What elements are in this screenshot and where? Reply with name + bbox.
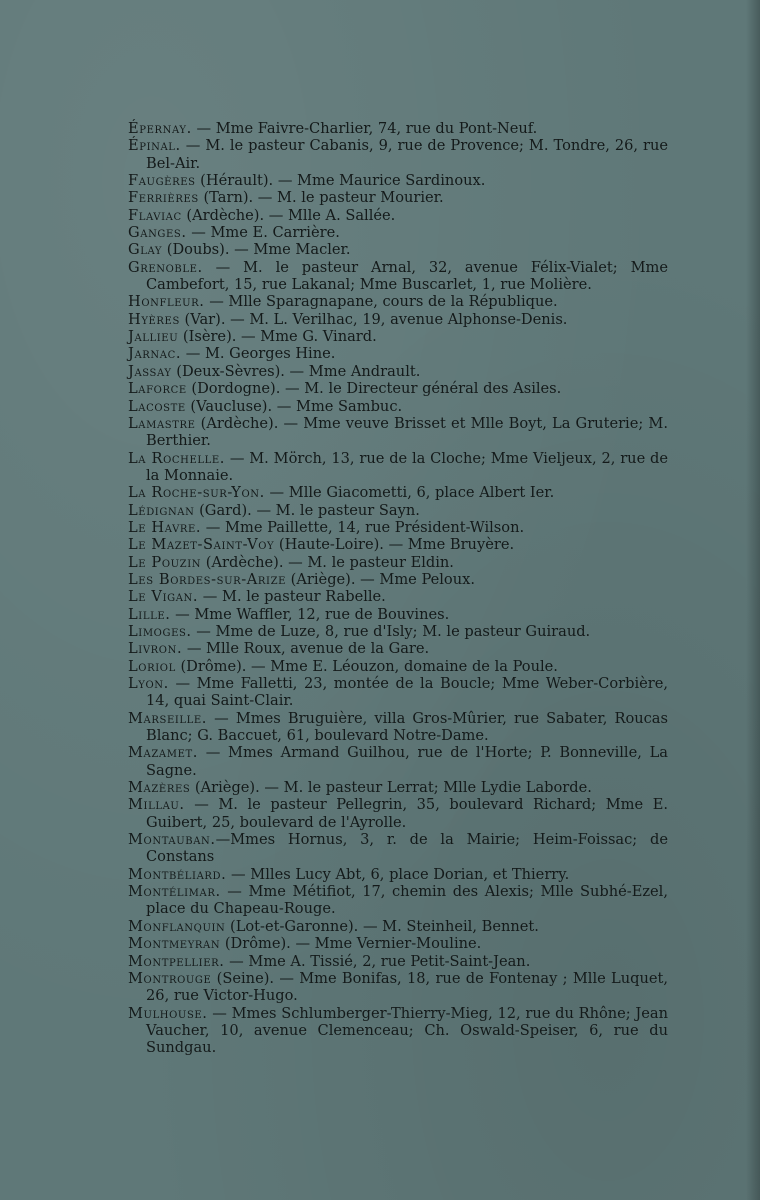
list-item bbox=[128, 935, 668, 952]
place-name: Le Vigan. bbox=[128, 588, 199, 606]
entry-details: (Hérault). — Mme Maurice Sardinoux. bbox=[195, 172, 486, 190]
list-item bbox=[128, 259, 668, 294]
entry-details: — Mme Métifiot, 17, chemin des Alexis; Mlle Subhé-Ezel, place du Chapeau-Rouge. bbox=[146, 883, 668, 918]
entry-details: — Mme Falletti, 23, montée de la Boucle; Mme Weber-Corbière, 14, quai Saint-Clair. bbox=[146, 675, 668, 710]
list-item bbox=[128, 571, 668, 588]
list-item bbox=[128, 189, 668, 206]
entry-details: — M. le pasteur Rabelle. bbox=[198, 588, 386, 606]
place-name: Montbéliard. bbox=[128, 865, 227, 883]
list-item bbox=[128, 658, 668, 675]
list-item bbox=[128, 744, 668, 779]
list-item bbox=[128, 883, 668, 918]
entry-details: — Mlle Giacometti, 6, place Albert Ier. bbox=[264, 484, 555, 502]
place-name: Mazères bbox=[128, 779, 191, 797]
list-item bbox=[128, 398, 668, 415]
entry-details: — Mme E. Carrière. bbox=[186, 224, 340, 242]
list-item bbox=[128, 207, 668, 224]
place-name: Lédignan bbox=[128, 501, 195, 519]
entry-details: (Haute-Loire). — Mme Bruyère. bbox=[274, 536, 515, 554]
entry-details: (Dordogne). — M. le Directeur général des Asiles. bbox=[186, 380, 562, 398]
place-name: Livron. bbox=[128, 640, 183, 658]
list-item bbox=[128, 779, 668, 796]
entry-details: (Seine). — Mme Bonifas, 18, rue de Fontenay ; Mlle Luquet, 26, rue Victor-Hugo. bbox=[146, 969, 668, 1005]
place-name: Lille. bbox=[128, 605, 171, 623]
entry-details: — Mmes Schlumberger-Thierry-Mieg, 12, rue du Rhône; Jean Vaucher, 10, avenue Clemenceau; Ch. Oswald-Speiser, 6, rue du Sundgau. bbox=[146, 1004, 668, 1057]
place-name: Jassay bbox=[128, 362, 172, 380]
list-item bbox=[128, 137, 668, 172]
place-name: Flaviac bbox=[128, 206, 182, 224]
entry-details: (Drôme). — Mme E. Léouzon, domaine de la Poule. bbox=[175, 657, 558, 675]
list-item bbox=[128, 554, 668, 571]
place-name: Ganges. bbox=[128, 224, 187, 242]
list-item bbox=[128, 1005, 668, 1057]
entry-details: — Mlle Sparagnapane, cours de la République. bbox=[204, 293, 558, 311]
entry-details: (Ariège). — M. le pasteur Lerrat; Mlle Lydie Laborde. bbox=[190, 779, 592, 797]
list-item bbox=[128, 293, 668, 310]
place-name: Lacoste bbox=[128, 397, 186, 415]
list-item bbox=[128, 311, 668, 328]
list-item bbox=[128, 606, 668, 623]
place-name: Millau. bbox=[128, 796, 185, 814]
entry-details: (Isère). — Mme G. Vinard. bbox=[178, 328, 377, 346]
entry-details: (Vaucluse). — Mme Sambuc. bbox=[185, 397, 403, 415]
place-name: Glay bbox=[128, 241, 163, 259]
entry-details: (Ardèche). — Mlle A. Sallée. bbox=[181, 206, 396, 224]
place-name: Grenoble. bbox=[128, 258, 203, 276]
place-name: Mazamet. bbox=[128, 744, 198, 762]
list-item bbox=[128, 640, 668, 657]
place-name: Montélimar. bbox=[128, 883, 221, 901]
list-item bbox=[128, 172, 668, 189]
place-name: Montauban. bbox=[128, 831, 216, 849]
entry-details: — M. Georges Hine. bbox=[181, 345, 336, 363]
place-name: Marseille. bbox=[128, 709, 208, 727]
list-item bbox=[128, 502, 668, 519]
list-item bbox=[128, 796, 668, 831]
list-item bbox=[128, 450, 668, 485]
list-item bbox=[128, 831, 668, 866]
list-item bbox=[128, 328, 668, 345]
list-item bbox=[128, 536, 668, 553]
list-item bbox=[128, 345, 668, 362]
list-item bbox=[128, 519, 668, 536]
place-name: Loriol bbox=[128, 657, 176, 675]
list-item bbox=[128, 241, 668, 258]
list-item bbox=[128, 710, 668, 745]
place-name: Laforce bbox=[128, 380, 187, 398]
place-name: Limoges. bbox=[128, 622, 192, 640]
place-name: Faugères bbox=[128, 172, 196, 190]
place-name: La Roche-sur-Yon. bbox=[128, 484, 265, 502]
place-name: Le Havre. bbox=[128, 518, 202, 536]
entry-details: (Ariège). — Mme Peloux. bbox=[286, 570, 475, 588]
list-item bbox=[128, 120, 668, 137]
list-item bbox=[128, 484, 668, 501]
place-name: Ferrières bbox=[128, 189, 199, 207]
entry-details: (Ardèche). — M. le pasteur Eldin. bbox=[201, 553, 454, 571]
place-name: Jallieu bbox=[128, 328, 179, 346]
entry-details: — M. Mörch, 13, rue de la Cloche; Mme Vieljeux, 2, rue de la Monnaie. bbox=[146, 449, 668, 484]
entry-details: — M. le pasteur Cabanis, 9, rue de Provence; M. Tondre, 26, rue Bel-Air. bbox=[146, 137, 668, 172]
place-name: Épernay. bbox=[128, 120, 192, 137]
entry-details: — Mme A. Tissié, 2, rue Petit-Saint-Jean. bbox=[224, 952, 531, 970]
entry-details: — Mmes Bruguière, villa Gros-Mûrier, rue Sabater, Roucas Blanc; G. Baccuet, 61, boulevard Notre-Dame. bbox=[146, 709, 668, 745]
entry-details: — M. le pasteur Pellegrin, 35, boulevard Richard; Mme E. Guibert, 25, boulevard de l'Ayrolle. bbox=[146, 796, 668, 831]
place-name: La Rochelle. bbox=[128, 449, 226, 467]
entry-details: — Mlle Roux, avenue de la Gare. bbox=[182, 640, 430, 658]
place-name: Jarnac. bbox=[128, 345, 182, 363]
place-name: Honfleur. bbox=[128, 293, 205, 311]
entry-details: — Mme Faivre-Charlier, 74, rue du Pont-Neuf. bbox=[191, 120, 538, 137]
place-name: Mulhouse. bbox=[128, 1004, 208, 1022]
entry-details: (Deux-Sèvres). — Mme Andrault. bbox=[171, 362, 421, 380]
entry-details: — Mlles Lucy Abt, 6, place Dorian, et Thierry. bbox=[226, 865, 570, 883]
list-item bbox=[128, 623, 668, 640]
place-name: Épinal. bbox=[128, 137, 181, 155]
entry-details: — M. le pasteur Arnal, 32, avenue Félix-Vialet; Mme Cambefort, 15, rue Lakanal; Mme Buscarlet, 1, rue Molière. bbox=[146, 258, 668, 294]
place-name: Montrouge bbox=[128, 969, 212, 987]
place-name: Le Pouzin bbox=[128, 553, 202, 571]
place-name: Les Bordes-sur-Arize bbox=[128, 570, 287, 588]
entry-details: —Mmes Hornus, 3, r. de la Mairie; Heim-Foissac; de Constans bbox=[146, 831, 668, 866]
list-item bbox=[128, 953, 668, 970]
place-name: Montmeyran bbox=[128, 935, 221, 953]
place-name: Lyon. bbox=[128, 675, 169, 692]
entry-details: — Mme Paillette, 14, rue Président-Wilson. bbox=[201, 518, 525, 536]
list-item bbox=[128, 380, 668, 397]
list-item bbox=[128, 918, 668, 935]
place-name: Lamastre bbox=[128, 414, 196, 432]
address-list bbox=[128, 120, 668, 1057]
page-edge-shadow bbox=[746, 0, 760, 1200]
entry-details: (Gard). — M. le pasteur Sayn. bbox=[194, 501, 420, 519]
entry-details: (Drôme). — Mme Vernier-Mouline. bbox=[220, 935, 482, 953]
place-name: Le Mazet-Saint-Voy bbox=[128, 536, 275, 554]
entry-details: (Lot-et-Garonne). — M. Steinheil, Bennet. bbox=[225, 917, 539, 935]
list-item bbox=[128, 866, 668, 883]
entry-details: — Mme Waffler, 12, rue de Bouvines. bbox=[170, 605, 450, 623]
entry-details: (Var). — M. L. Verilhac, 19, avenue Alphonse-Denis. bbox=[179, 310, 568, 328]
list-item bbox=[128, 363, 668, 380]
entry-details: — Mmes Armand Guilhou, rue de l'Horte; P. Bonneville, La Sagne. bbox=[146, 744, 668, 779]
list-item bbox=[128, 415, 668, 450]
entry-details: (Ardèche). — Mme veuve Brisset et Mlle Boyt, La Gruterie; M. Berthier. bbox=[146, 414, 668, 450]
list-item bbox=[128, 588, 668, 605]
list-item bbox=[128, 224, 668, 241]
list-item bbox=[128, 675, 668, 710]
entry-details: (Doubs). — Mme Macler. bbox=[162, 241, 351, 259]
entry-details: — Mme de Luze, 8, rue d'Isly; M. le pasteur Guiraud. bbox=[191, 622, 591, 640]
list-item bbox=[128, 970, 668, 1005]
entry-details: (Tarn). — M. le pasteur Mourier. bbox=[198, 189, 444, 207]
place-name: Montpellier. bbox=[128, 952, 225, 970]
place-name: Monflanquin bbox=[128, 917, 226, 935]
place-name: Hyères bbox=[128, 310, 180, 328]
